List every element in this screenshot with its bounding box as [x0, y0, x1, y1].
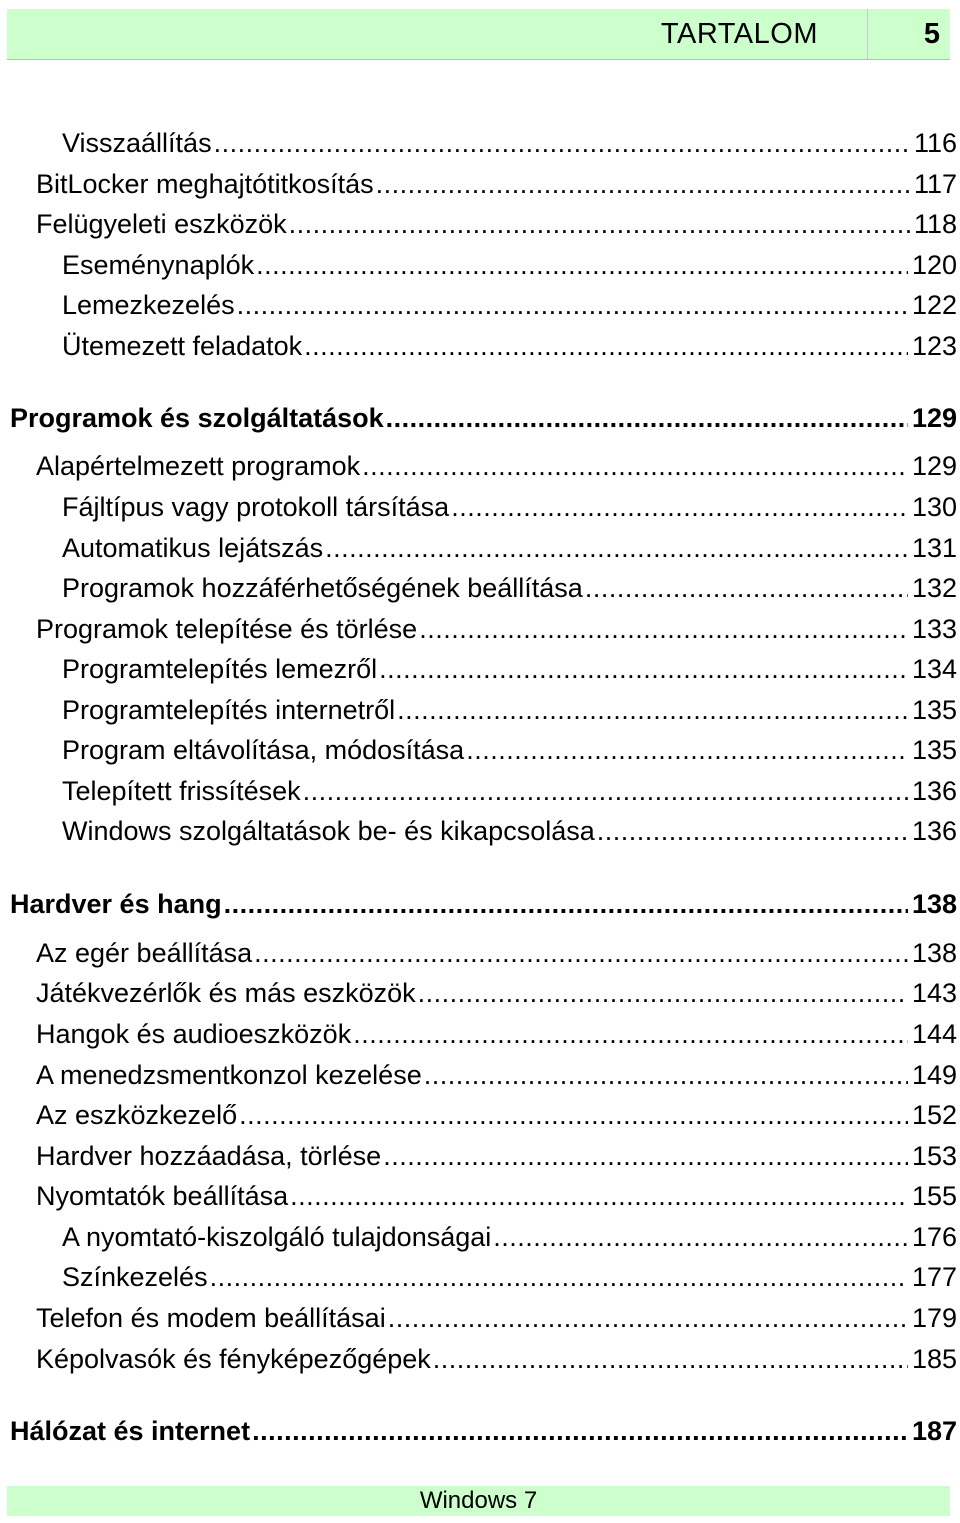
toc-entry-page: 122 [911, 290, 957, 320]
toc-entry-title: Telefon és modem beállításai [36, 1303, 386, 1333]
toc-entry[interactable] [36, 1016, 957, 1052]
footer-text: Windows 7 [419, 1487, 538, 1514]
toc-entry[interactable] [62, 247, 957, 283]
toc-entry-page: 138 [911, 889, 957, 919]
toc-entry[interactable] [36, 448, 957, 484]
toc-leader-dots [214, 125, 910, 161]
toc-entry-title: Az eszközkezelő [36, 1100, 238, 1130]
toc-entry-title: Visszaállítás [62, 128, 212, 158]
toc-entry-page: 135 [911, 695, 957, 725]
toc-entry-page: 176 [911, 1222, 957, 1252]
toc-entry-title: Színkezelés [62, 1262, 208, 1292]
toc-entry[interactable] [62, 530, 957, 566]
toc-leader-dots [303, 773, 908, 809]
toc-entry-page: 131 [911, 533, 957, 563]
toc-entry[interactable] [36, 166, 957, 202]
toc-leader-dots [239, 1097, 908, 1133]
toc-entry[interactable] [62, 813, 957, 849]
toc-entry-page: 143 [911, 978, 957, 1008]
toc-entry-title: Hardver és hang [10, 889, 222, 919]
toc-entry[interactable] [36, 1178, 957, 1214]
toc-entry[interactable] [36, 1300, 957, 1336]
toc-entry-title: Képolvasók és fényképezőgépek [36, 1344, 431, 1374]
toc-leader-dots [424, 1057, 908, 1093]
toc-leader-dots [289, 206, 910, 242]
toc-leader-dots [376, 166, 910, 202]
toc-entry-title: Programok hozzáférhetőségének beállítása [62, 573, 583, 603]
toc-leader-dots [383, 1138, 908, 1174]
toc-entry[interactable] [36, 1341, 957, 1377]
toc-entry-page: 155 [911, 1181, 957, 1211]
toc-entry[interactable] [62, 328, 957, 364]
toc-leader-dots [325, 530, 908, 566]
toc-leader-dots [254, 935, 908, 971]
toc-entry-page: 129 [911, 403, 957, 433]
toc-entry[interactable] [36, 935, 957, 971]
toc-entry-title: Programok és szolgáltatások [10, 403, 384, 433]
toc-entry[interactable] [62, 1219, 957, 1255]
toc-entry-title: A nyomtató-kiszolgáló tulajdonságai [62, 1222, 492, 1252]
toc-entry-title: Fájltípus vagy protokoll társítása [62, 492, 450, 522]
toc-entry-page: 179 [911, 1303, 957, 1333]
toc-entry-page: 116 [913, 128, 957, 158]
toc-entry[interactable] [36, 1138, 957, 1174]
toc-entry-title: BitLocker meghajtótitkosítás [36, 169, 374, 199]
toc-entry-title: Windows szolgáltatások be- és kikapcsolása [62, 816, 595, 846]
toc-leader-dots [466, 732, 908, 768]
toc-entry[interactable] [62, 287, 957, 323]
toc-entry-title: Program eltávolítása, módosítása [62, 735, 465, 765]
toc-entry-page: 177 [911, 1262, 957, 1292]
toc-entry-page: 144 [911, 1019, 957, 1049]
toc-entry[interactable] [62, 125, 957, 161]
toc-leader-dots [388, 1300, 908, 1336]
toc-leader-dots [237, 287, 908, 323]
toc-entry-page: 138 [911, 938, 957, 968]
toc-entry[interactable] [36, 975, 957, 1011]
toc-entry-title: Ütemezett feladatok [62, 331, 303, 361]
header-title: TARTALOM [660, 18, 818, 50]
toc-entry-page: 132 [911, 573, 957, 603]
toc-entry[interactable] [36, 1057, 957, 1093]
toc-entry[interactable] [36, 206, 957, 242]
toc-entry[interactable] [36, 611, 957, 647]
toc-entry-page: 117 [913, 169, 957, 199]
toc-entry-page: 118 [913, 209, 957, 239]
toc-section-heading[interactable] [10, 400, 957, 436]
toc-entry[interactable] [62, 570, 957, 606]
toc-entry-title: Az egér beállítása [36, 938, 253, 968]
toc-entry-title: Programtelepítés internetről [62, 695, 396, 725]
toc-entry-page: 185 [911, 1344, 957, 1374]
toc-leader-dots [597, 813, 908, 849]
toc-entry-page: 153 [911, 1141, 957, 1171]
toc-leader-dots [252, 1413, 908, 1449]
toc-entry-title: Felügyeleti eszközök [36, 209, 287, 239]
toc-entry[interactable] [62, 692, 957, 728]
toc-entry[interactable] [36, 1097, 957, 1133]
toc-entry-title: Hangok és audioeszközök [36, 1019, 352, 1049]
toc-entry-page: 133 [911, 614, 957, 644]
toc-entry-title: Játékvezérlők és más eszközök [36, 978, 416, 1008]
toc-entry-page: 136 [911, 816, 957, 846]
toc-entry-title: Lemezkezelés [62, 290, 235, 320]
toc-entry-page: 129 [911, 451, 957, 481]
toc-entry-title: A menedzsmentkonzol kezelése [36, 1060, 422, 1090]
toc-entry-page: 134 [911, 654, 957, 684]
toc-entry-title: Eseménynaplók [62, 250, 255, 280]
toc-entry-title: Programok telepítése és törlése [36, 614, 418, 644]
toc-leader-dots [397, 692, 908, 728]
toc-section-heading[interactable] [10, 1413, 957, 1449]
toc-leader-dots [493, 1219, 908, 1255]
toc-entry-title: Hardver hozzáadása, törlése [36, 1141, 382, 1171]
toc-leader-dots [304, 328, 908, 364]
toc-entry[interactable] [62, 489, 957, 525]
toc-entry-page: 149 [911, 1060, 957, 1090]
toc-entry-page: 187 [911, 1416, 957, 1446]
toc-leader-dots [451, 489, 908, 525]
toc-entry-page: 120 [911, 250, 957, 280]
toc-entry-page: 152 [911, 1100, 957, 1130]
toc-entry[interactable] [62, 773, 957, 809]
toc-entry-page: 123 [911, 331, 957, 361]
toc-entry-title: Alapértelmezett programok [36, 451, 361, 481]
toc-entry-title: Hálózat és internet [10, 1416, 251, 1446]
toc-leader-dots [256, 247, 908, 283]
toc-leader-dots [433, 1341, 908, 1377]
toc-entry-title: Programtelepítés lemezről [62, 654, 378, 684]
header-page-number: 5 [923, 18, 940, 50]
toc-leader-dots [362, 448, 908, 484]
toc-entry-title: Nyomtatók beállítása [36, 1181, 289, 1211]
toc-leader-dots [418, 975, 908, 1011]
toc-entry-title: Automatikus lejátszás [62, 533, 324, 563]
toc-entry-page: 130 [911, 492, 957, 522]
toc-leader-dots [379, 651, 908, 687]
toc-entry[interactable] [62, 732, 957, 768]
toc-entry[interactable] [62, 651, 957, 687]
page-footer [7, 1486, 950, 1516]
toc-leader-dots [585, 570, 908, 606]
toc-leader-dots [224, 886, 908, 922]
toc-leader-dots [386, 400, 908, 436]
toc-entry-title: Telepített frissítések [62, 776, 301, 806]
toc-leader-dots [353, 1016, 908, 1052]
toc-section-heading[interactable] [10, 886, 957, 922]
toc-entry-page: 136 [911, 776, 957, 806]
toc-entry-page: 135 [911, 735, 957, 765]
toc-entry[interactable] [62, 1259, 957, 1295]
toc-leader-dots [419, 611, 908, 647]
toc-leader-dots [210, 1259, 908, 1295]
toc-leader-dots [290, 1178, 908, 1214]
